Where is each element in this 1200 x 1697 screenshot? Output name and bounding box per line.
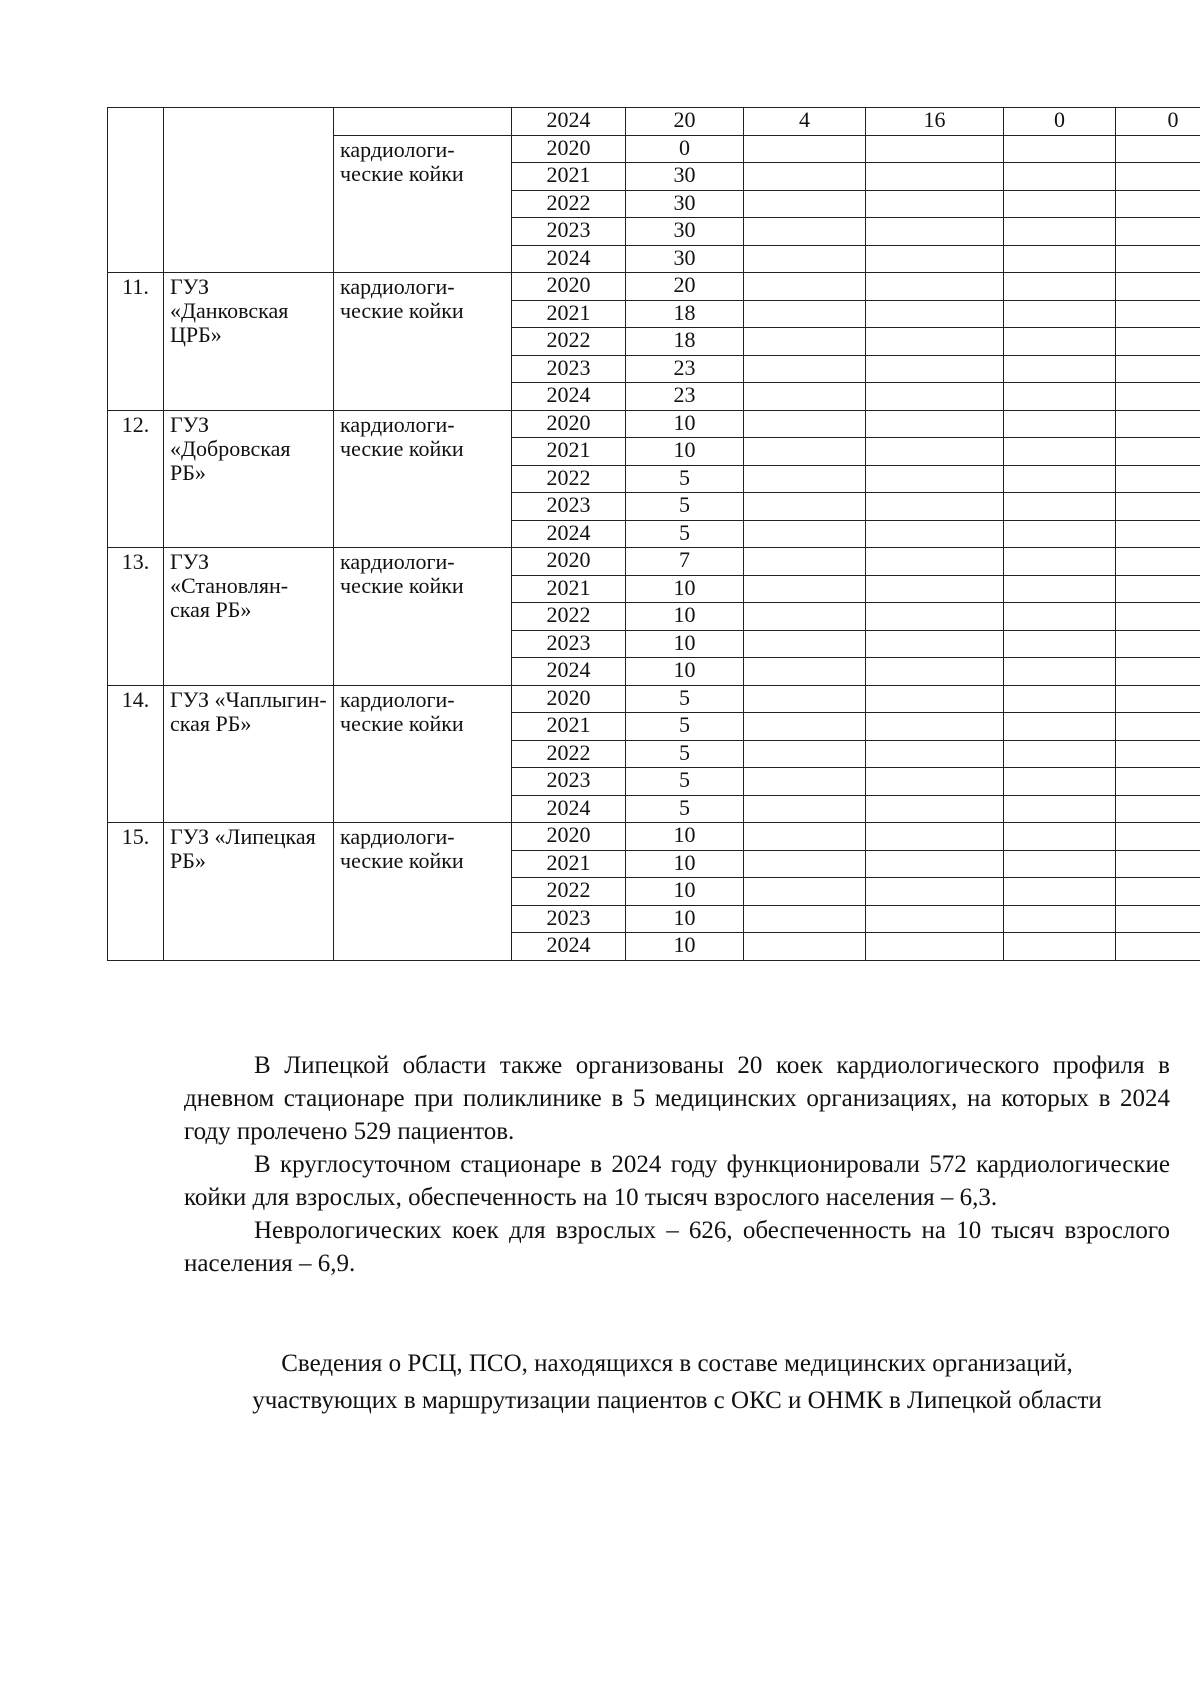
value-cell: 5 <box>626 520 744 548</box>
empty-cell <box>1116 190 1200 218</box>
paragraph: В Липецкой области также организованы 20 коек кардиологического профиля в дневном стационаре при поликлинике в 5 медицинских организациях, на которых в 2024 году пролечено 529 пациентов. <box>184 1052 1170 1145</box>
empty-cell <box>1004 245 1116 273</box>
empty-cell <box>1004 135 1116 163</box>
year-cell: 2023 <box>512 355 626 383</box>
empty-cell <box>1116 603 1200 631</box>
table-row <box>108 410 1200 438</box>
empty-cell <box>1116 163 1200 191</box>
table-row <box>108 108 1200 136</box>
empty-cell <box>1116 520 1200 548</box>
empty-cell <box>744 273 866 301</box>
empty-cell <box>866 548 1004 576</box>
empty-cell <box>1004 740 1116 768</box>
value-cell: 5 <box>626 493 744 521</box>
heading-line: Сведения о РСЦ, ПСО, находящихся в составе медицинских организаций, <box>281 1350 1073 1377</box>
empty-cell <box>744 355 866 383</box>
empty-cell <box>866 685 1004 713</box>
sub-value-cell: 4 <box>744 108 866 136</box>
bed-type-cell: кардиологи-ческие койки <box>334 273 512 411</box>
empty-cell <box>1004 658 1116 686</box>
empty-cell <box>1004 878 1116 906</box>
empty-cell <box>1116 713 1200 741</box>
year-cell: 2020 <box>512 685 626 713</box>
empty-cell <box>1004 823 1116 851</box>
empty-cell <box>744 658 866 686</box>
empty-cell <box>1116 768 1200 796</box>
empty-cell <box>744 878 866 906</box>
empty-cell <box>1116 575 1200 603</box>
organization-cell: ГУЗ «Добровская РБ» <box>164 410 334 548</box>
value-cell: 23 <box>626 383 744 411</box>
year-cell: 2022 <box>512 740 626 768</box>
empty-cell <box>866 878 1004 906</box>
empty-cell <box>866 905 1004 933</box>
organization-cell: ГУЗ «Липецкая РБ» <box>164 823 334 961</box>
empty-cell <box>744 548 866 576</box>
empty-cell <box>1004 273 1116 301</box>
empty-cell <box>744 768 866 796</box>
value-cell: 18 <box>626 300 744 328</box>
empty-cell <box>744 190 866 218</box>
empty-cell <box>744 795 866 823</box>
value-cell: 20 <box>626 273 744 301</box>
empty-cell <box>744 383 866 411</box>
beds-table <box>107 107 1200 961</box>
year-cell: 2022 <box>512 878 626 906</box>
empty-cell <box>744 245 866 273</box>
empty-cell <box>1004 795 1116 823</box>
empty-cell <box>744 135 866 163</box>
empty-cell <box>744 438 866 466</box>
year-cell: 2022 <box>512 190 626 218</box>
value-cell: 5 <box>626 465 744 493</box>
sub-value-cell: 16 <box>866 108 1004 136</box>
value-cell: 10 <box>626 658 744 686</box>
empty-cell <box>744 713 866 741</box>
empty-cell <box>744 933 866 961</box>
empty-cell <box>1116 355 1200 383</box>
year-cell: 2024 <box>512 795 626 823</box>
table-row <box>108 685 1200 713</box>
bed-type-cell: кардиологи-ческие койки <box>334 135 512 273</box>
empty-cell <box>1116 905 1200 933</box>
year-cell: 2024 <box>512 108 626 136</box>
empty-cell <box>1116 328 1200 356</box>
value-cell: 10 <box>626 823 744 851</box>
empty-cell <box>744 328 866 356</box>
value-cell: 10 <box>626 850 744 878</box>
year-cell: 2023 <box>512 905 626 933</box>
empty-cell <box>1116 245 1200 273</box>
empty-cell <box>866 355 1004 383</box>
row-number-cell: 13. <box>108 548 164 686</box>
empty-cell <box>866 328 1004 356</box>
value-cell: 7 <box>626 548 744 576</box>
empty-cell <box>744 410 866 438</box>
row-number-cell <box>108 108 164 273</box>
empty-cell <box>744 300 866 328</box>
organization-cell <box>164 108 334 273</box>
table-row <box>108 823 1200 851</box>
value-cell: 30 <box>626 163 744 191</box>
empty-cell <box>1116 878 1200 906</box>
value-cell: 30 <box>626 245 744 273</box>
empty-cell <box>866 163 1004 191</box>
bed-type-cell: кардиологи-ческие койки <box>334 410 512 548</box>
table-body <box>108 108 1200 961</box>
empty-cell <box>1116 410 1200 438</box>
year-cell: 2020 <box>512 135 626 163</box>
empty-cell <box>866 713 1004 741</box>
empty-cell <box>1004 190 1116 218</box>
empty-cell <box>744 465 866 493</box>
empty-cell <box>1004 383 1116 411</box>
empty-cell <box>1004 520 1116 548</box>
year-cell: 2021 <box>512 850 626 878</box>
year-cell: 2024 <box>512 658 626 686</box>
empty-cell <box>744 163 866 191</box>
heading-line: участвующих в маршрутизации пациентов с ОКС и ОНМК в Липецкой области <box>252 1387 1102 1414</box>
year-cell: 2021 <box>512 575 626 603</box>
empty-cell <box>744 685 866 713</box>
empty-cell <box>1004 685 1116 713</box>
value-cell: 23 <box>626 355 744 383</box>
empty-cell <box>1004 905 1116 933</box>
empty-cell <box>866 273 1004 301</box>
organization-cell: ГУЗ «Данковская ЦРБ» <box>164 273 334 411</box>
empty-cell <box>744 905 866 933</box>
year-cell: 2020 <box>512 273 626 301</box>
empty-cell <box>744 575 866 603</box>
empty-cell <box>1116 438 1200 466</box>
year-cell: 2024 <box>512 383 626 411</box>
empty-cell <box>744 520 866 548</box>
empty-cell <box>1116 218 1200 246</box>
empty-cell <box>1116 135 1200 163</box>
value-cell: 5 <box>626 685 744 713</box>
sub-value-cell: 0 <box>1004 108 1116 136</box>
value-cell: 10 <box>626 878 744 906</box>
value-cell: 30 <box>626 218 744 246</box>
empty-cell <box>866 768 1004 796</box>
empty-cell <box>744 823 866 851</box>
empty-cell <box>1116 823 1200 851</box>
value-cell: 10 <box>626 630 744 658</box>
section-heading <box>184 1345 1170 1419</box>
value-cell: 0 <box>626 135 744 163</box>
year-cell: 2023 <box>512 493 626 521</box>
empty-cell <box>1116 795 1200 823</box>
empty-cell <box>1116 465 1200 493</box>
empty-cell <box>866 658 1004 686</box>
empty-cell <box>744 603 866 631</box>
year-cell: 2023 <box>512 218 626 246</box>
empty-cell <box>1116 850 1200 878</box>
empty-cell <box>1004 218 1116 246</box>
empty-cell <box>1004 768 1116 796</box>
year-cell: 2022 <box>512 328 626 356</box>
year-cell: 2024 <box>512 245 626 273</box>
sub-value-cell: 0 <box>1116 108 1200 136</box>
empty-cell <box>866 465 1004 493</box>
empty-cell <box>1004 548 1116 576</box>
empty-cell <box>866 603 1004 631</box>
empty-cell <box>866 575 1004 603</box>
year-cell: 2021 <box>512 300 626 328</box>
value-cell: 10 <box>626 410 744 438</box>
year-cell: 2020 <box>512 410 626 438</box>
bed-type-cell: кардиологи-ческие койки <box>334 823 512 961</box>
empty-cell <box>1116 383 1200 411</box>
empty-cell <box>866 520 1004 548</box>
year-cell: 2021 <box>512 163 626 191</box>
empty-cell <box>1004 493 1116 521</box>
year-cell: 2024 <box>512 520 626 548</box>
empty-cell <box>866 438 1004 466</box>
empty-cell <box>866 245 1004 273</box>
empty-cell <box>744 850 866 878</box>
row-number-cell: 15. <box>108 823 164 961</box>
value-cell: 20 <box>626 108 744 136</box>
empty-cell <box>866 300 1004 328</box>
empty-cell <box>866 823 1004 851</box>
empty-cell <box>866 795 1004 823</box>
empty-cell <box>1004 438 1116 466</box>
empty-cell <box>866 850 1004 878</box>
empty-cell <box>866 933 1004 961</box>
empty-cell <box>1116 630 1200 658</box>
empty-cell <box>1004 355 1116 383</box>
empty-cell <box>1004 465 1116 493</box>
empty-cell <box>744 740 866 768</box>
empty-cell <box>1116 933 1200 961</box>
paragraph: В круглосуточном стационаре в 2024 году функционировали 572 кардиологические койки для взрослых, обеспеченность на 10 тысяч взрослого населения – 6,3. <box>184 1151 1170 1211</box>
year-cell: 2020 <box>512 548 626 576</box>
empty-cell <box>1004 933 1116 961</box>
empty-cell <box>1116 300 1200 328</box>
empty-cell <box>1004 328 1116 356</box>
empty-cell <box>744 630 866 658</box>
organization-cell: ГУЗ «Становлян-ская РБ» <box>164 548 334 686</box>
empty-cell <box>866 740 1004 768</box>
empty-cell <box>1004 713 1116 741</box>
empty-cell <box>1116 273 1200 301</box>
empty-cell <box>1004 630 1116 658</box>
value-cell: 30 <box>626 190 744 218</box>
bed-type-cell <box>334 108 512 136</box>
table-row <box>108 273 1200 301</box>
empty-cell <box>1004 163 1116 191</box>
value-cell: 18 <box>626 328 744 356</box>
empty-cell <box>866 135 1004 163</box>
value-cell: 10 <box>626 575 744 603</box>
empty-cell <box>866 190 1004 218</box>
year-cell: 2023 <box>512 768 626 796</box>
empty-cell <box>1004 603 1116 631</box>
empty-cell <box>1116 740 1200 768</box>
row-number-cell: 14. <box>108 685 164 823</box>
empty-cell <box>866 383 1004 411</box>
bed-type-cell: кардиологи-ческие койки <box>334 685 512 823</box>
year-cell: 2020 <box>512 823 626 851</box>
row-number-cell: 11. <box>108 273 164 411</box>
empty-cell <box>1004 575 1116 603</box>
value-cell: 5 <box>626 795 744 823</box>
empty-cell <box>744 218 866 246</box>
empty-cell <box>1004 850 1116 878</box>
row-number-cell: 12. <box>108 410 164 548</box>
value-cell: 10 <box>626 438 744 466</box>
body-text <box>184 1049 1170 1280</box>
empty-cell <box>1004 300 1116 328</box>
empty-cell <box>1116 493 1200 521</box>
year-cell: 2021 <box>512 438 626 466</box>
year-cell: 2022 <box>512 465 626 493</box>
value-cell: 5 <box>626 740 744 768</box>
value-cell: 10 <box>626 603 744 631</box>
value-cell: 5 <box>626 768 744 796</box>
year-cell: 2021 <box>512 713 626 741</box>
bed-type-cell: кардиологи-ческие койки <box>334 548 512 686</box>
paragraph: Неврологических коек для взрослых – 626, обеспеченность на 10 тысяч взрослого населения – 6,9. <box>184 1217 1170 1277</box>
empty-cell <box>866 218 1004 246</box>
year-cell: 2022 <box>512 603 626 631</box>
value-cell: 5 <box>626 713 744 741</box>
value-cell: 10 <box>626 933 744 961</box>
year-cell: 2024 <box>512 933 626 961</box>
organization-cell: ГУЗ «Чаплыгин-ская РБ» <box>164 685 334 823</box>
empty-cell <box>1116 548 1200 576</box>
empty-cell <box>1116 685 1200 713</box>
table-row <box>108 548 1200 576</box>
empty-cell <box>866 410 1004 438</box>
empty-cell <box>866 493 1004 521</box>
empty-cell <box>866 630 1004 658</box>
empty-cell <box>744 493 866 521</box>
empty-cell <box>1004 410 1116 438</box>
value-cell: 10 <box>626 905 744 933</box>
year-cell: 2023 <box>512 630 626 658</box>
empty-cell <box>1116 658 1200 686</box>
